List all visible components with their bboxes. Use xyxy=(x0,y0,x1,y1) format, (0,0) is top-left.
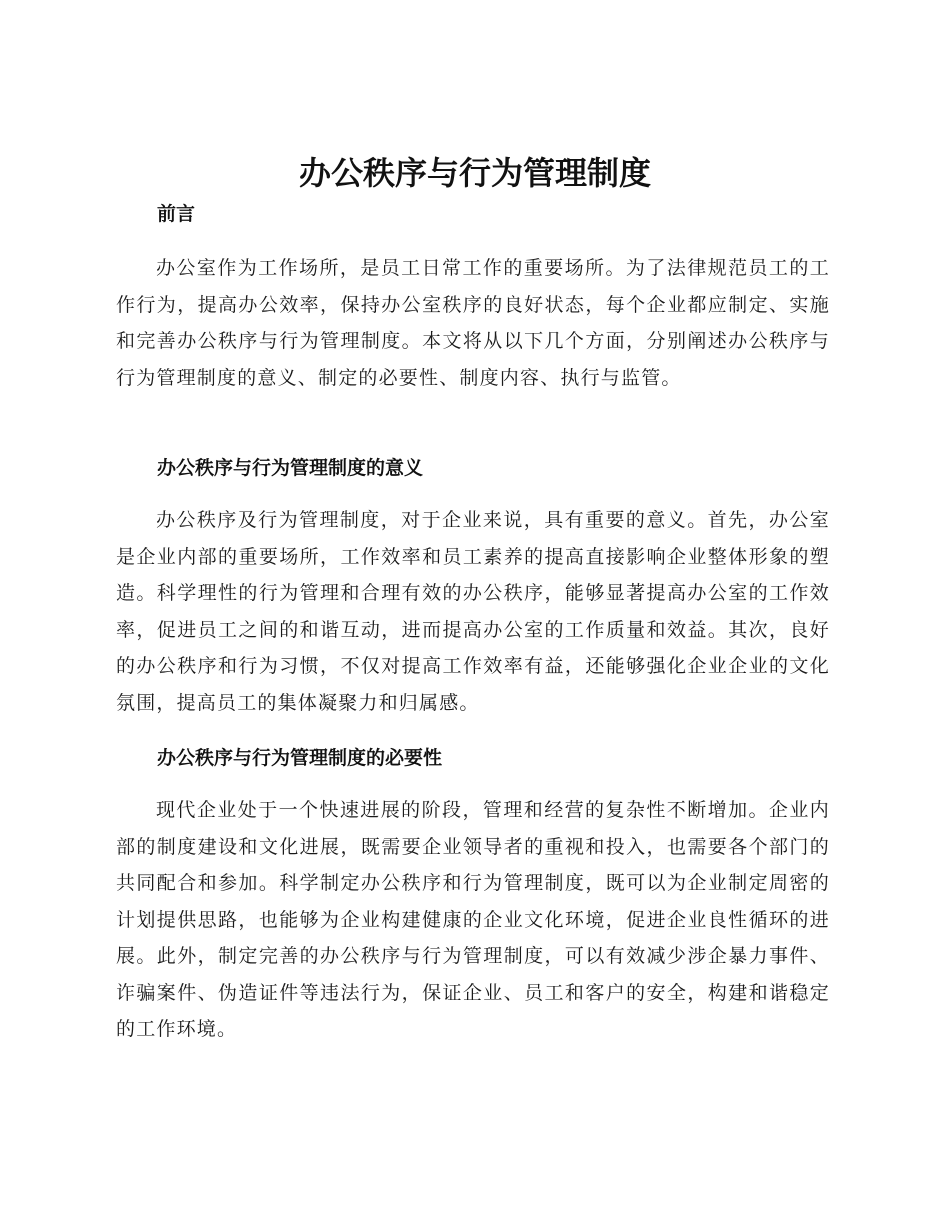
section-heading-significance: 办公秩序与行为管理制度的意义 xyxy=(157,457,424,479)
section-heading-necessity: 办公秩序与行为管理制度的必要性 xyxy=(157,747,443,769)
document-title: 办公秩序与行为管理制度 xyxy=(298,154,651,192)
section-heading-preface: 前言 xyxy=(157,203,196,225)
section-paragraph-preface: 办公室作为工作场所，是员工日常工作的重要场所。为了法律规范员工的工作行为，提高办公效率，保持办公室秩序的良好状态，每个企业都应制定、实施和完善办公秩序与行为管理制度。本文将从以下几个方面，分别阐述办公秩序与行为管理制度的意义、制定的必要性、制度内容、执行与监管。 xyxy=(116,257,830,389)
section-paragraph-necessity: 现代企业处于一个快速进展的阶段，管理和经营的复杂性不断增加。企业内部的制度建设和文化进展，既需要企业领导者的重视和投入，也需要各个部门的共同配合和参加。科学制定办公秩序和行为管理制度，既可以为企业制定周密的计划提供思路，也能够为企业构建健康的企业文化环境，促进企业良性循环的进展。此外，制定完善的办公秩序与行为管理制度，可以有效减少涉企暴力事件、诈骗案件、伪造证件等违法行为，保证企业、员工和客户的安全，构建和谐稳定的工作环境。 xyxy=(116,799,830,1040)
section-paragraph-significance: 办公秩序及行为管理制度，对于企业来说，具有重要的意义。首先，办公室是企业内部的重要场所，工作效率和员工素养的提高直接影响企业整体形象的塑造。科学理性的行为管理和合理有效的办公秩序，能够显著提高办公室的工作效率，促进员工之间的和谐互动，进而提高办公室的工作质量和效益。其次，良好的办公秩序和行为习惯，不仅对提高工作效率有益，还能够强化企业企业的文化氛围，提高员工的集体凝聚力和归属感。 xyxy=(116,509,830,714)
